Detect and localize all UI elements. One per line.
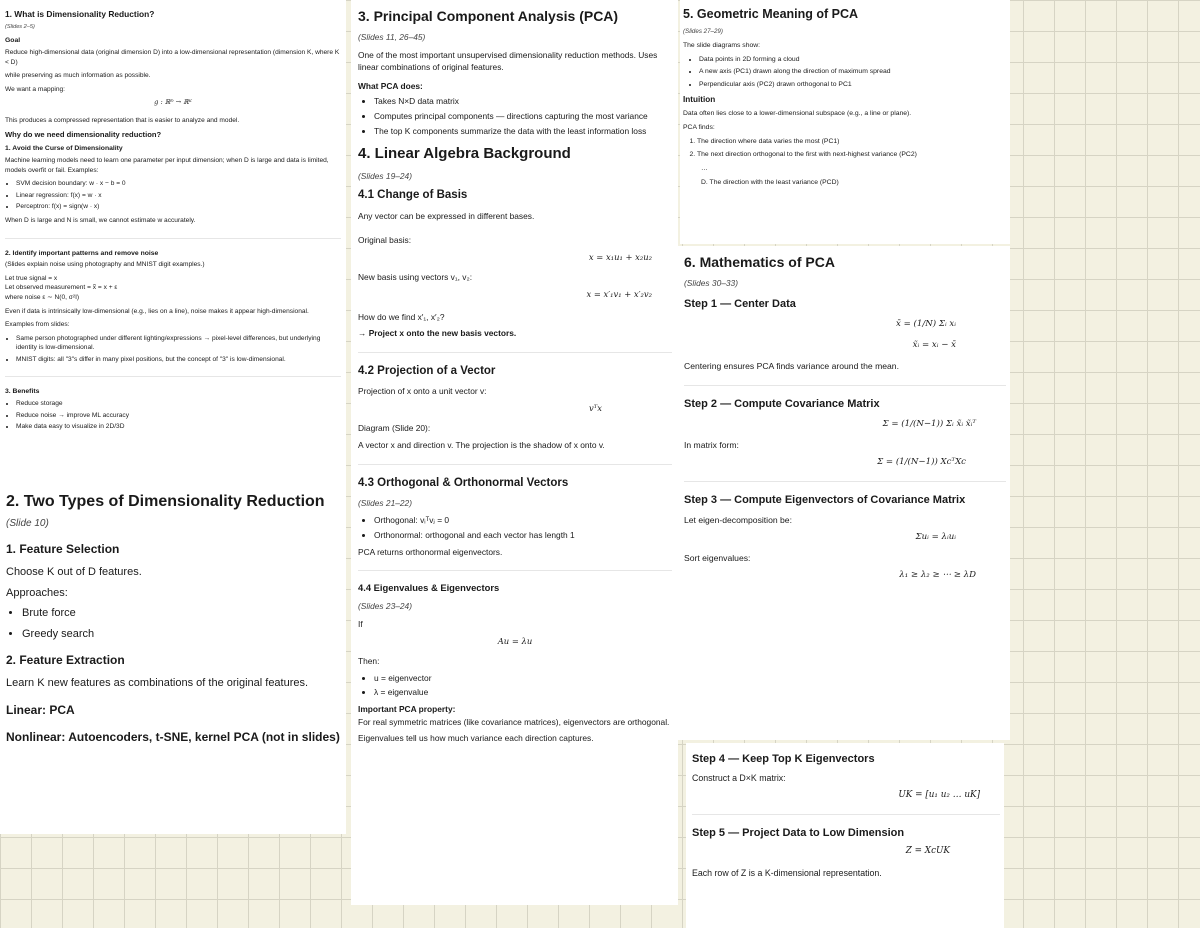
divider — [5, 376, 341, 377]
pca-does-heading: What PCA does: — [358, 80, 423, 91]
slide-ref: (Slides 30–33) — [684, 278, 739, 288]
note-card-pca-linear-algebra — [351, 0, 678, 905]
diagram-list — [683, 55, 1006, 90]
list-item: • Brute force — [22, 605, 340, 622]
mapping-output: This produces a compressed representation that is easier to analyze and model. — [5, 116, 240, 124]
step1-heading: Step 1 — Center Data — [684, 297, 796, 310]
feature-extraction-heading: 2. Feature Extraction — [6, 653, 125, 667]
slide-ref: (Slides 23–24) — [358, 601, 413, 612]
centering-text: Centering ensures PCA finds variance around the mean. — [684, 360, 899, 371]
list-item: • Computes principal components — directions capturing the most variance — [374, 110, 672, 123]
linear-method: Linear: PCA — [6, 702, 75, 717]
list-item: • Data points in 2D forming a cloud — [699, 55, 1006, 65]
eigen-heading: 4.4 Eigenvalues & Eigenvectors — [358, 582, 500, 594]
divider — [684, 481, 1006, 482]
step4-heading: Step 4 — Keep Top K Eigenvectors — [692, 753, 875, 765]
intuition-heading: Intuition — [683, 94, 716, 104]
feature-selection-heading: 1. Feature Selection — [6, 542, 120, 556]
noise-line: Let observed measurement = x̃ = x + ε — [5, 284, 118, 292]
approaches-label: Approaches: — [6, 586, 68, 599]
divider — [358, 464, 672, 465]
list-item: • The top K components summarize the data with the least information loss — [374, 125, 672, 138]
linear-algebra-heading: 4. Linear Algebra Background — [358, 145, 571, 163]
divider — [684, 385, 1006, 386]
diagram-label: Diagram (Slide 20): — [358, 423, 431, 434]
approaches-list — [6, 605, 340, 642]
projection-heading: 4.2 Projection of a Vector — [358, 364, 496, 377]
list-item: • Linear regression: f(x) = w · x — [16, 191, 341, 201]
last-component: D. The direction with the least variance (PCD) — [701, 179, 839, 187]
slide-ref: (Slides 19–24) — [358, 170, 413, 181]
new-basis-equation: x = x′₁v₁ + x′₂v₂ — [586, 289, 652, 300]
eigen-equation: Au = λu — [497, 635, 533, 646]
pca-does-list — [358, 95, 672, 137]
list-item: • Reduce storage — [16, 399, 341, 409]
noise-subtitle: (Slides explain noise using photography and MNIST digit examples.) — [5, 261, 205, 269]
projection-text: Projection of x onto a unit vector v: — [358, 386, 487, 397]
diagram-description: A vector x and direction v. The projection is the shadow of x onto v. — [358, 439, 605, 450]
step3-heading: Step 3 — Compute Eigenvectors of Covariance Matrix — [684, 493, 966, 506]
noise-heading: 2. Identify important patterns and remove noise — [5, 249, 159, 257]
goal-text: Reduce high-dimensional data (original dimension D) into a low-dimensional representation (dimension K, where K < D) — [5, 49, 340, 66]
section-title: 5. Geometric Meaning of PCA — [683, 7, 859, 21]
note-card-mathematics — [678, 246, 1010, 740]
noise-text: Even if data is intrinsically low-dimensional (e.g., lies on a line), noise makes it appear high-dimensional. — [5, 307, 309, 315]
curse-heading: 1. Avoid the Curse of Dimensionality — [5, 145, 123, 153]
examples-list — [5, 334, 341, 365]
basis-question: How do we find x′₁, x′₂? — [358, 311, 445, 322]
why-heading: Why do we need dimensionality reduction? — [5, 130, 162, 140]
pca-intro: One of the most important unsupervised dimensionality reduction methods. Uses linear combinations of original features. — [358, 49, 658, 73]
projection-equation: vᵀx — [589, 402, 602, 413]
step2-heading: Step 2 — Compute Covariance Matrix — [684, 397, 880, 410]
list-item: • Orthogonal: vᵢᵀvⱼ = 0 — [374, 514, 672, 527]
noise-line: where noise ε ∼ N(0, σ²I) — [5, 294, 80, 302]
slide-ref: (Slide 10) — [6, 518, 49, 529]
list-item: • Orthonormal: orthogonal and each vector has length 1 — [374, 529, 672, 542]
list-item: • Make data easy to visualize in 2D/3D — [16, 422, 341, 432]
list-item: 1. The direction where data varies the most (PC1) — [697, 137, 1006, 147]
eigen-then: Then: — [358, 656, 380, 667]
center-equation: x̃ᵢ = xᵢ − x̄ — [912, 340, 956, 350]
eigen-if: If — [358, 618, 363, 629]
list-item: • u = eigenvector — [374, 672, 672, 685]
list-item: 2. The next direction orthogonal to the first with next-highest variance (PC2) — [697, 150, 1006, 160]
mean-equation: x̄ = (1/N) Σᵢ xᵢ — [896, 319, 956, 330]
benefits-heading: 3. Benefits — [5, 388, 40, 396]
mapping-intro: We want a mapping: — [5, 85, 65, 93]
goal-text-2: while preserving as much information as possible. — [5, 72, 151, 80]
examples-intro: Examples from slides: — [5, 321, 70, 329]
section-title: 3. Principal Component Analysis (PCA) — [358, 8, 619, 24]
list-item: • Takes N×D data matrix — [374, 95, 672, 108]
section-title: 2. Two Types of Dimensionality Reduction — [6, 493, 325, 510]
new-basis-label: New basis using vectors v₁, v₂: — [358, 272, 473, 283]
list-item: • SVM decision boundary: w · x − b = 0 — [16, 179, 341, 189]
section-title: 6. Mathematics of PCA — [684, 254, 835, 270]
goal-heading: Goal — [5, 37, 21, 45]
list-item: • Perceptron: f(x) = sign(w · x) — [16, 202, 341, 212]
section-title: 1. What is Dimensionality Reduction? — [5, 9, 155, 19]
curse-conclusion: When D is large and N is small, we cannot estimate w accurately. — [5, 217, 196, 224]
curse-text: Machine learning models need to learn one parameter per input dimension; when D is large and data is limited, models overfit or fail. Examples: — [5, 157, 329, 174]
eigen-decomposition-text: Let eigen-decomposition be: — [684, 515, 792, 526]
covariance-matrix-equation: Σ = (1/(N−1)) XcᵀXc — [877, 457, 966, 468]
note-card-geometric-meaning — [680, 0, 1010, 244]
basis-answer: → Project x onto the new basis vectors. — [358, 328, 517, 339]
feature-extraction-text: Learn K new features as combinations of the original features. — [6, 677, 309, 689]
divider — [358, 570, 672, 571]
divider — [358, 352, 672, 353]
representation-text: Each row of Z is a K-dimensional representation. — [692, 867, 882, 878]
basis-equation: x = x₁u₁ + x₂u₂ — [588, 251, 652, 262]
note-card-dimensionality-reduction — [0, 0, 346, 482]
list-item: • Reduce noise → improve ML accuracy — [16, 411, 341, 421]
sorted-eigenvalues-equation: λ₁ ≥ λ₂ ≥ ⋯ ≥ λD — [899, 570, 976, 581]
eigen-list — [358, 672, 672, 699]
pca-property-text: For real symmetric matrices (like covariance matrices), eigenvectors are orthogonal. — [358, 716, 670, 727]
uk-equation: UK = [u₁ u₂ … uK] — [898, 789, 980, 800]
ellipsis: … — [701, 164, 708, 172]
intuition-text: Data often lies close to a lower-dimensional subspace (e.g., a line or plane). — [683, 110, 912, 118]
matrix-form-label: In matrix form: — [684, 440, 739, 451]
diagram-intro: The slide diagrams show: — [683, 42, 761, 50]
slide-ref: (Slides 11, 26–45) — [358, 32, 426, 42]
list-item: • A new axis (PC1) drawn along the direction of maximum spread — [699, 67, 1006, 77]
pca-finds-label: PCA finds: — [683, 124, 715, 132]
original-basis-label: Original basis: — [358, 235, 412, 246]
curse-list — [5, 179, 341, 212]
list-item: • λ = eigenvalue — [374, 686, 672, 699]
pca-property-heading: Important PCA property: — [358, 704, 456, 715]
noise-line: Let true signal = x — [5, 274, 58, 282]
change-of-basis-heading: 4.1 Change of Basis — [358, 189, 468, 202]
slide-ref: (Slides 2–5) — [5, 24, 35, 31]
list-item: • MNIST digits: all "3"s differ in many pixel positions, but the concept of "3" is low-dimensional. — [16, 355, 341, 365]
divider — [5, 238, 341, 239]
mapping-equation: g : ℝᴰ → ℝᴷ — [154, 98, 192, 107]
step5-heading: Step 5 — Project Data to Low Dimension — [692, 826, 905, 839]
sort-label: Sort eigenvalues: — [684, 553, 751, 564]
eigenvalue-variance-text: Eigenvalues tell us how much variance each direction captures. — [358, 733, 594, 744]
note-card-steps-4-5 — [686, 743, 1004, 928]
eigen-decomposition-equation: Σuᵢ = λᵢuᵢ — [915, 532, 956, 543]
orthonormal-text: PCA returns orthonormal eigenvectors. — [358, 546, 503, 557]
orthogonal-heading: 4.3 Orthogonal & Orthonormal Vectors — [358, 476, 569, 489]
orthogonal-list — [358, 514, 672, 541]
benefits-list — [5, 399, 341, 432]
divider — [692, 814, 1000, 815]
construct-matrix-text: Construct a D×K matrix: — [692, 772, 786, 783]
list-item: • Same person photographed under different lighting/expressions → pixel-level differences, but underlying identity is low-dimensional. — [16, 334, 341, 353]
list-item: • Greedy search — [22, 626, 340, 643]
nonlinear-methods: Nonlinear: Autoencoders, t-SNE, kernel PCA (not in slides) — [6, 729, 340, 744]
note-card-two-types — [0, 482, 346, 834]
projection-equation: Z = XcUK — [905, 846, 950, 857]
slide-ref: (Slides 21–22) — [358, 497, 413, 508]
list-item: • Perpendicular axis (PC2) drawn orthogonal to PC1 — [699, 80, 1006, 90]
covariance-equation: Σ = (1/(N−1)) Σᵢ x̃ᵢ x̃ᵢᵀ — [882, 419, 976, 430]
pca-finds-list — [683, 137, 1006, 159]
change-of-basis-text: Any vector can be expressed in different bases. — [358, 210, 535, 221]
feature-selection-text: Choose K out of D features. — [6, 566, 142, 578]
slide-ref: (Slides 27–29) — [683, 27, 723, 35]
